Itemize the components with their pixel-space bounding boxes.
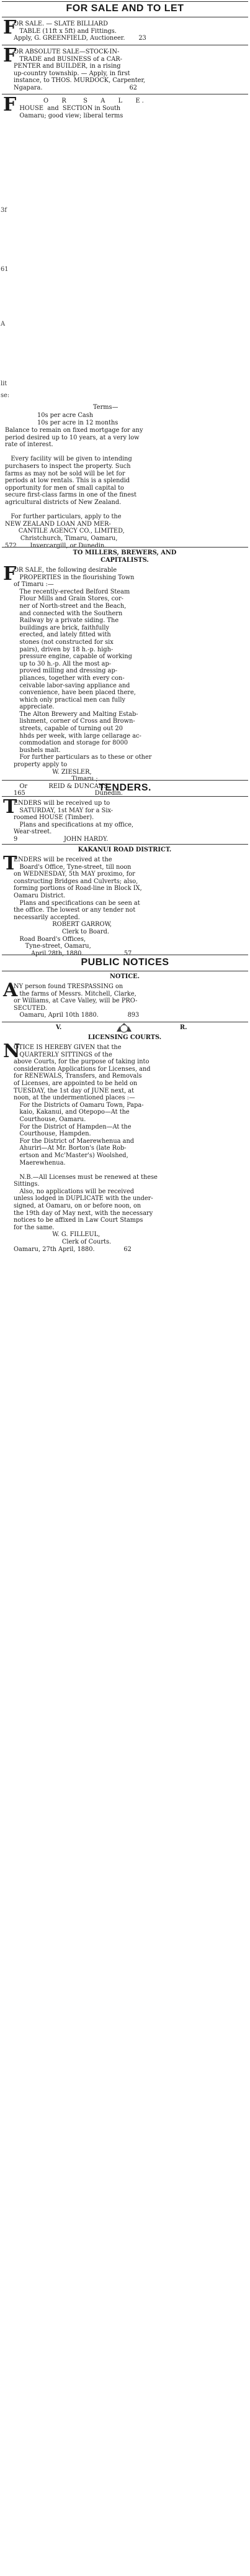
drop-cap: F xyxy=(3,94,17,116)
rule xyxy=(2,780,248,781)
notice-trespassing: NY person found TRESPASSING on the farms of Messrs. Mitchell, Clarke, or Williams, at Cave Valley, will be PRO- SECUTED. Oamaru, April 10th 1880. 893 xyxy=(14,983,140,1019)
rule xyxy=(2,844,248,845)
text-fragment: 3f xyxy=(1,207,7,214)
notice-licensing-courts: OTICE IS HEREBY GIVEN that the QUARTERLY SITTINGS of the above Courts, for the purpose of taking into consideration Applications for Licenses, and for RENEWALS, Transfers, and Removals of Licenses, are appointed to be held on TUESDAY, the 1st day of JUNE next, at noon, at the undermentioned places :— For the Districts of Oamaru Town, Papa- kaio, Kakanui, and Otepopo—At the Courthouse, Oamaru. For the District of Hampden—At the Courthouse, Hampden. For the District of Maerewhenua and Ahuriri—At Mr. Borton's (late Rob- ertson and Mc'Master's) Woolshed, Maerewhenua. N.B.—All Licenses must be renewed at these Sittings. Also, no applications will be received unless lodged in DUPLICATE with the under- signed, at Oamaru, on or before noon, on the 19th day of May next, with the necessary notices to be affixed in Law Court Stamps for the same. W. G. FILLEUL, Clerk of Courts. Oamaru, 27th April, 1880. 62 xyxy=(14,1044,158,1253)
ad-brewers-properties: OR SALE, the following desirable PROPERTIES in the flourishing Town of Timaru :— The recently-erected Belford Steam Flour Mills and Grain Stores, cor- ner of North-street and the Beach, and connected with the Southern Railway by a private siding. The buildings are brick, faithfully erected, and lately fitted with stones (not constructed for six pairs), driven by 18 h.-p. high- pressure engine, capable of working up to 30 h.-p. All the most ap- proved milling and dressing ap- pliances, together with every con- ceivable labor-saving appliance and convenience, have been placed there, which only practical men can fully appreciate. The Alton Brewery and Malting Estab- lishment, corner of Cross and Brown- streets, capable of turning out 20 hhds per week, with large cellarage ac- commodation and storage for 8000 bushels malt. For further particulars as to these or other property apply to W. ZIESLER, Timaru ; Or REID & DUNCANS, 165 Dunedin. xyxy=(14,567,152,797)
text-fragment: 61 xyxy=(1,266,9,273)
ad-brewers-title: TO MILLERS, BREWERS, AND CAPITALISTS. xyxy=(73,549,177,564)
ad-house-heading: O R S A L E. xyxy=(43,98,146,104)
royal-crest-icon xyxy=(115,1023,133,1033)
terms-heading: Terms— xyxy=(93,404,118,411)
ad-billiard-table: OR SALE. — SLATE BILLIARD TABLE (11ft x 5ft) and Fittings. Apply, G. GREENFIELD, Auctioneer. 23 xyxy=(14,21,146,42)
ad-house-section: HOUSE and SECTION in South Oamaru; good view; liberal terms xyxy=(19,105,123,119)
crest-letter-v: V. xyxy=(56,1024,62,1031)
section-header-tenders: TENDERS. xyxy=(99,782,151,793)
rule xyxy=(2,796,248,797)
drop-cap: N xyxy=(3,1040,20,1062)
licensing-title: LICENSING COURTS. xyxy=(87,1034,162,1041)
drop-cap: F xyxy=(3,563,17,585)
drop-cap: F xyxy=(3,45,17,66)
term-cash: 10s per acre Cash xyxy=(37,412,94,419)
text-fragment: lit xyxy=(1,380,7,387)
rule xyxy=(2,1,248,2)
ad-carpenter-business: OR ABSOLUTE SALE—STOCK-IN- TRADE and BUSINESS of a CAR- PENTER and BUILDER, in a rising up-country township. — Apply, in first instance, to THOS. MURDOCK, Carpenter, Ngapara. 62 xyxy=(14,48,146,91)
text-fragment: A xyxy=(1,321,6,328)
drop-cap: T xyxy=(3,853,17,874)
drop-cap: T xyxy=(3,796,17,818)
tender-kakanui-road: ENDERS will be received at the Board's Office, Tyne-street, till noon on WEDNESDAY, 5th MAY proximo, for constructing Bridges and Culverts; also, forming portions of Road-line in Block IX, Oamaru District. Plans and specifications can be seen at the office. The lowest or any tender not necessarily accepted. ROBERT GARROW, Clerk to Board. Road Board's Offices, Tyne-street, Oamaru, April 28th, 1880. 57 xyxy=(14,856,142,957)
term-12-months: 10s per acre in 12 months xyxy=(37,419,118,426)
text-fragment: se: xyxy=(1,392,10,399)
rule xyxy=(2,547,248,548)
crest-letter-r: R. xyxy=(180,1024,187,1031)
tender-road-title: KAKANUI ROAD DISTRICT. xyxy=(78,846,172,853)
notice-title: NOTICE. xyxy=(109,973,140,980)
tender-six-roomed-house: ENDERS will be received up to SATURDAY, 1st MAY for a Six- roomed HOUSE (Timber). Plans and specifications at my office, Wear-street. 9 JOHN HARDY. xyxy=(14,800,134,843)
drop-cap: F xyxy=(3,17,17,39)
section-header-for-sale: FOR SALE AND TO LET xyxy=(66,3,184,14)
section-header-public-notices: PUBLIC NOTICES xyxy=(81,957,169,968)
ad-land-agency: Balance to remain on fixed mortgage for any period desired up to 10 years, at a very low rate of interest. Every facility will be given to intending purchasers to inspect the property. Such farms as may not be sold will be let for periods at low rentals. This is a splendid opportunity for men of small capital to secure first-class farms in one of the finest agricultural districts of New Zealand. For further particulars, apply to the NEW ZEALAND LOAN AND MER- CANTILE AGENCY CO., LIMITED, Christchurch, Timaru, Oamaru, 572 Invercargill, or Dunedin. xyxy=(5,427,143,549)
drop-cap: A xyxy=(3,979,18,1001)
